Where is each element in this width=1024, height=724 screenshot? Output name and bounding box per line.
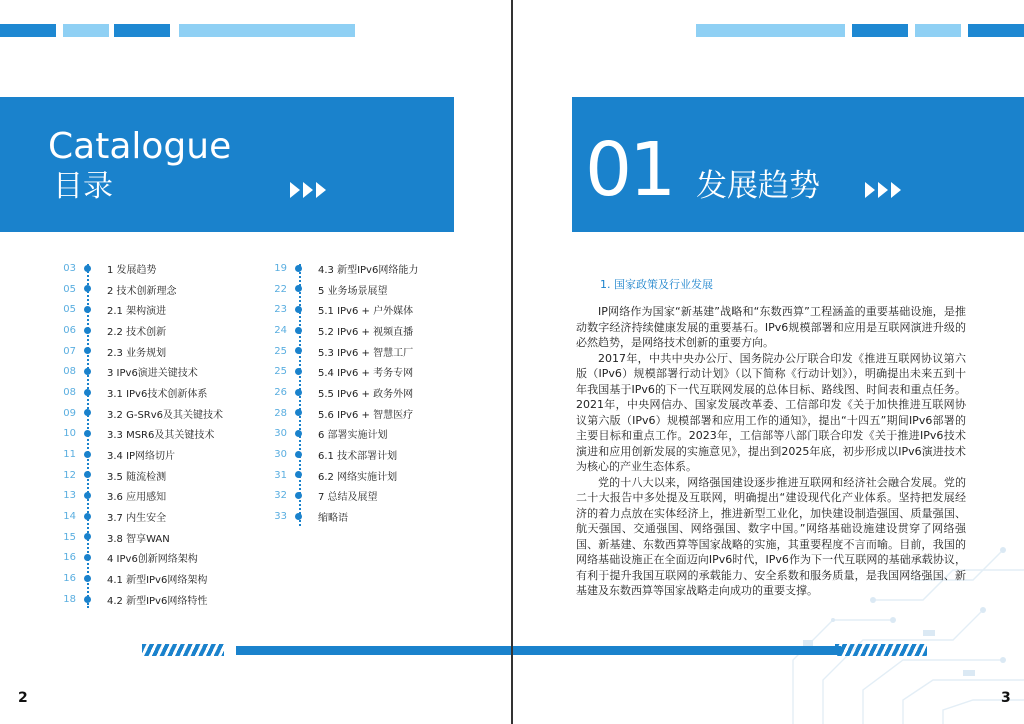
- toc-entry[interactable]: [36, 299, 167, 320]
- left-page: [0, 0, 511, 724]
- toc-entry[interactable]: [247, 341, 414, 362]
- section-title: 1. 国家政策及行业发展: [600, 278, 713, 291]
- toc-label: 2.1 架构演进: [107, 306, 167, 318]
- timeline-dot-icon: [84, 327, 91, 334]
- timeline-dot-icon: [295, 513, 302, 520]
- timeline-dot-icon: [295, 327, 302, 334]
- toc-entry[interactable]: [36, 382, 208, 403]
- timeline-dot-icon: [295, 306, 302, 313]
- toc-label: 3.8 智享WAN: [107, 533, 170, 545]
- toc-label: 5.6 IPv6 + 智慧医疗: [318, 409, 414, 421]
- toc-page-number: 08: [63, 386, 76, 398]
- catalogue-title: Catalogue: [48, 126, 232, 167]
- toc-entry[interactable]: [247, 506, 348, 527]
- timeline-dot-icon: [295, 389, 302, 396]
- bottom-bar: [513, 646, 841, 655]
- timeline-dot-icon: [84, 471, 91, 478]
- triple-arrow-icon: [290, 182, 326, 198]
- toc-entry[interactable]: [247, 486, 378, 507]
- toc-page-number: 16: [63, 573, 76, 585]
- toc-page-number: 13: [63, 490, 76, 502]
- timeline-dot-icon: [84, 265, 91, 272]
- page-number: 3: [1001, 690, 1011, 706]
- toc-label: 3 IPv6演进关键技术: [107, 368, 198, 380]
- timeline-dot-icon: [84, 409, 91, 416]
- toc-label: 3.3 MSR6及其关键技术: [107, 430, 215, 442]
- toc-label: 3.4 IP网络切片: [107, 451, 176, 463]
- paragraph: 党的十八大以来，网络强国建设逐步推进互联网和经济社会融合发展。党的二十大报告中多处提及互联网，明确提出“建设现代化产业体系。坚持把发展经济的着力点放在实体经济上，推进新型工业化，加快建设制造强国、质量强国、航天强国、交通强国、网络强国、数字中国。”网络基础设施建设贯穿了网络强国、新基建、东数西算等国家战略的实施，其重要程度不言而喻。目前，我国的网络基础设施正在全面迈向IPv6时代，IPv6作为下一代互联网的基础承载协议，有利于提升我国互联网的承载能力、安全系数和服务质量，是我国网络强国、新基建及东数西算等国家战略走向成功的重要支撑。: [576, 475, 966, 597]
- toc-label: 3.2 G-SRv6及其关键技术: [107, 409, 224, 421]
- toc-entry[interactable]: [36, 403, 224, 424]
- top-bar-light-3: [696, 24, 845, 37]
- toc-page-number: 05: [63, 304, 76, 316]
- toc-page-number: 14: [63, 511, 76, 523]
- toc-label: 3.7 内生安全: [107, 513, 167, 525]
- toc-label: 缩略语: [318, 513, 348, 525]
- toc-page-number: 07: [63, 345, 76, 357]
- toc-page-number: 11: [63, 449, 76, 461]
- timeline-dot-icon: [84, 368, 91, 375]
- toc-label: 1 发展趋势: [107, 264, 157, 276]
- top-bar-dark-1: [0, 24, 56, 37]
- top-bar-light-1: [63, 24, 109, 37]
- toc-label: 2 技术创新理念: [107, 285, 177, 297]
- toc-page-number: 15: [63, 531, 76, 543]
- toc-page-number: 03: [63, 262, 76, 274]
- timeline-dot-icon: [84, 285, 91, 292]
- toc-label: 6.1 技术部署计划: [318, 451, 398, 463]
- toc-column-right: [247, 258, 419, 527]
- timeline-dot-icon: [84, 347, 91, 354]
- top-bar-dark-2: [114, 24, 170, 37]
- toc-page-number: 23: [274, 304, 287, 316]
- toc-page-number: 19: [274, 262, 287, 274]
- top-bar-dark-4: [968, 24, 1024, 37]
- toc-label: 2.3 业务规划: [107, 347, 167, 359]
- toc-page-number: 24: [274, 324, 287, 336]
- bottom-bar: [236, 646, 511, 655]
- top-bar-light-4: [915, 24, 961, 37]
- timeline-dot-icon: [295, 430, 302, 437]
- toc-page-number: 08: [63, 366, 76, 378]
- toc-page-number: 26: [274, 386, 287, 398]
- toc-label: 4.2 新型IPv6网络特性: [107, 595, 208, 607]
- top-bar-light-2: [179, 24, 355, 37]
- toc-entry[interactable]: [247, 403, 414, 424]
- toc-page-number: 22: [274, 283, 287, 295]
- timeline-dot-icon: [84, 596, 91, 603]
- toc-label: 6.2 网络实施计划: [318, 471, 398, 483]
- triple-arrow-icon: [865, 182, 901, 198]
- toc-label: 4.3 新型IPv6网络能力: [318, 264, 419, 276]
- toc-entry[interactable]: [247, 444, 398, 465]
- toc-entry[interactable]: [36, 361, 198, 382]
- toc-page-number: 09: [63, 407, 76, 419]
- toc-label: 5.3 IPv6 + 智慧工厂: [318, 347, 414, 359]
- timeline-dot-icon: [84, 492, 91, 499]
- toc-label: 7 总结及展望: [318, 492, 378, 504]
- toc-label: 3.1 IPv6技术创新体系: [107, 388, 208, 400]
- toc-label: 5 业务场景展望: [318, 285, 388, 297]
- toc-page-number: 25: [274, 366, 287, 378]
- toc-page-number: 31: [274, 469, 287, 481]
- toc-entry[interactable]: [36, 568, 208, 589]
- toc-page-number: 32: [274, 490, 287, 502]
- toc-page-number: 10: [63, 428, 76, 440]
- toc-page-number: 30: [274, 428, 287, 440]
- toc-entry[interactable]: [36, 279, 177, 300]
- toc-entry[interactable]: [36, 258, 157, 279]
- stripe-decoration: [835, 644, 927, 656]
- toc-entry[interactable]: [36, 548, 198, 569]
- toc-entry[interactable]: [247, 465, 398, 486]
- paragraph: 2017年，中共中央办公厅、国务院办公厅联合印发《推进互联网协议第六版（IPv6）规模部署行动计划》（以下简称《行动计划》），明确提出未来五到十年我国基于IPv6的下一代互联网发展的总体目标、路线图、时间表和重点任务。2021年，中央网信办、国家发展改革委、工信部印发《关于加快推进互联网协议第六版（IPv6）规模部署和应用工作的通知》，提出“十四五”期间IPv6部署的主要目标和重点工作。2023年，工信部等八部门联合印发《关于推进IPv6技术演进和应用创新发展的实施意见》，提出到2025年底，初步形成以IPv6演进技术为核心的产业生态体系。: [576, 351, 966, 473]
- toc-page-number: 30: [274, 449, 287, 461]
- toc-entry[interactable]: [247, 382, 414, 403]
- toc-label: 4.1 新型IPv6网络架构: [107, 575, 208, 587]
- toc-label: 4 IPv6创新网络架构: [107, 554, 198, 566]
- toc-entry[interactable]: [247, 299, 414, 320]
- toc-entry[interactable]: [36, 486, 167, 507]
- toc-page-number: 25: [274, 345, 287, 357]
- toc-entry[interactable]: [36, 589, 208, 610]
- page-number: 2: [18, 690, 28, 706]
- timeline-dot-icon: [295, 368, 302, 375]
- timeline-dot-icon: [84, 451, 91, 458]
- timeline-dot-icon: [295, 451, 302, 458]
- toc-page-number: 28: [274, 407, 287, 419]
- toc-entry[interactable]: [36, 424, 215, 445]
- timeline-dot-icon: [295, 492, 302, 499]
- toc-entry[interactable]: [247, 361, 414, 382]
- toc-label: 5.5 IPv6 + 政务外网: [318, 388, 414, 400]
- timeline-dot-icon: [84, 554, 91, 561]
- toc-entry[interactable]: [36, 341, 167, 362]
- body-text: [576, 304, 966, 599]
- toc-page-number: 33: [274, 511, 287, 523]
- right-page: [513, 0, 1024, 724]
- toc-label: 5.2 IPv6 + 视频直播: [318, 326, 414, 338]
- timeline-dot-icon: [295, 265, 302, 272]
- toc-label: 3.6 应用感知: [107, 492, 167, 504]
- timeline-dot-icon: [84, 513, 91, 520]
- toc-entry[interactable]: [247, 258, 419, 279]
- toc-page-number: 06: [63, 324, 76, 336]
- timeline-dot-icon: [84, 430, 91, 437]
- toc-label: 2.2 技术创新: [107, 326, 167, 338]
- toc-page-number: 12: [63, 469, 76, 481]
- toc-entry[interactable]: [36, 465, 167, 486]
- toc-entry[interactable]: [36, 527, 170, 548]
- toc-entry[interactable]: [36, 444, 176, 465]
- toc-entry[interactable]: [36, 320, 167, 341]
- timeline-dot-icon: [84, 306, 91, 313]
- toc-page-number: 16: [63, 552, 76, 564]
- toc-label: 3.5 随流检测: [107, 471, 167, 483]
- toc-label: 6 部署实施计划: [318, 430, 388, 442]
- timeline-dot-icon: [84, 389, 91, 396]
- toc-page-number: 18: [63, 593, 76, 605]
- stripe-decoration: [142, 644, 224, 656]
- timeline-dot-icon: [84, 575, 91, 582]
- toc-column-left: [36, 258, 224, 610]
- timeline-dot-icon: [84, 533, 91, 540]
- top-bar-dark-3: [852, 24, 908, 37]
- chapter-number: 01: [585, 127, 674, 213]
- toc-entry[interactable]: [247, 320, 414, 341]
- toc-label: 5.4 IPv6 + 考务专网: [318, 368, 414, 380]
- toc-label: 5.1 IPv6 + 户外媒体: [318, 306, 414, 318]
- catalogue-subtitle: 目录: [53, 169, 113, 204]
- toc-entry[interactable]: [247, 424, 388, 445]
- chapter-title: 发展趋势: [696, 168, 820, 204]
- toc-page-number: 05: [63, 283, 76, 295]
- toc-entry[interactable]: [247, 279, 388, 300]
- paragraph: IP网络作为国家“新基建”战略和“东数西算”工程涵盖的重要基础设施，是推动数字经济持续健康发展的重要基石。IPv6规模部署和应用是互联网演进升级的必然趋势，是网络技术创新的重要方向。: [576, 305, 966, 349]
- toc-entry[interactable]: [36, 506, 167, 527]
